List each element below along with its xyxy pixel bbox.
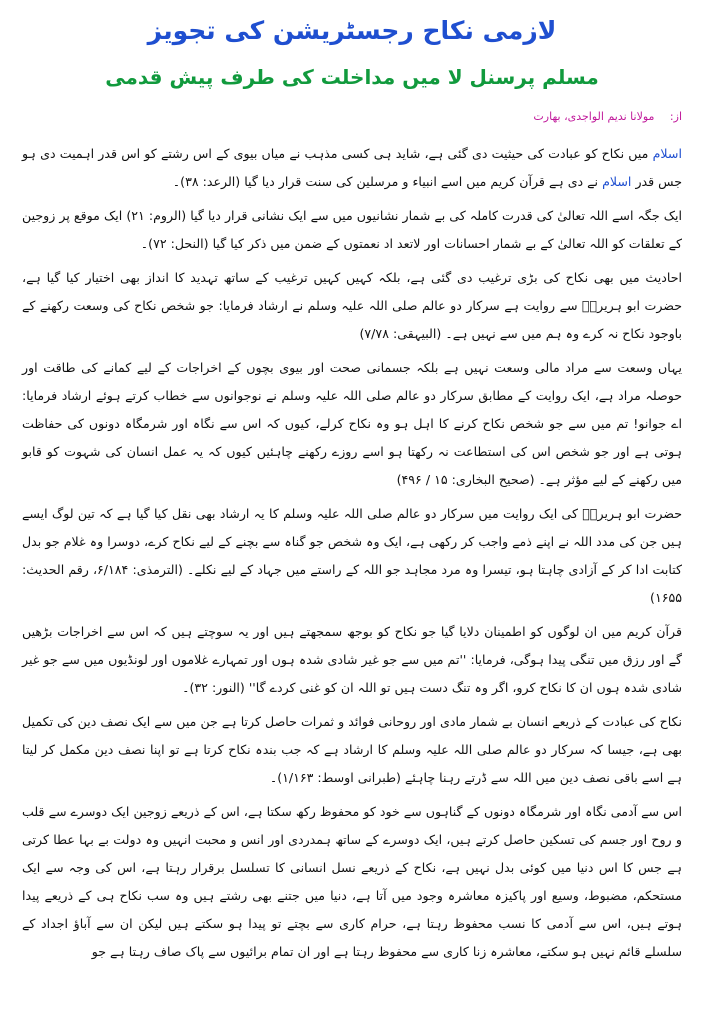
article-subtitle: مسلم پرسنل لا میں مداخلت کی طرف پیش قدمی <box>105 65 599 89</box>
paragraph: ایک جگہ اسے اللہ تعالیٰ کی قدرت کاملہ کی بے شمار نشانیوں میں سے ایک نشانی قرار دیا گیا (الروم: ۲۱) ایک موقع پر زوجین کے تعلقات کو اللہ تعالیٰ کے بے شمار احسانات اور لاتعد اد نعمتوں کے ضمن میں ذکر کیا گیا (النحل: ۷۲)۔ <box>22 208 682 251</box>
author-name: مولانا ندیم الواجدی، بھارت <box>533 110 655 123</box>
paragraph: قرآن کریم میں ان لوگوں کو اطمینان دلایا گیا جو نکاح کو بوجھ سمجھتے ہیں اور یہ سوچتے ہیں کہ اس سے اخراجات بڑھیں گے اور رزق میں تنگی پیدا ہوگی، فرمایا: ''تم میں سے جو غیر شادی شدہ ہوں اور تمہارے غلاموں اور لونڈیوں میں سے جو غیر شادی شدہ ہوں ان کا نکاح کرو، اگر وہ تنگ دست ہیں تو اللہ ان کو غنی کردے گا'' (النور: ۳۲)۔ <box>22 624 682 695</box>
paragraph-text: میں نکاح کو عبادت کی حیثیت دی گئی ہے، شاید ہی کسی مذہب نے میاں بیوی کے اس رشتے کو اس قدر اہمیت دی ہو جس قدر <box>22 146 682 189</box>
paragraph: اس سے آدمی نگاہ اور شرمگاہ دونوں کے گناہوں سے خود کو محفوظ رکھ سکتا ہے، اس کے ذریعے زوجین ایک دوسرے سے قلب و روح اور جسم کی تسکین حاصل کرتے ہیں، ایک دوسرے کے ساتھ ہمدردی اور انس و محبت انہیں وہ دولت بے بہا عطا کرتی ہے جس کا اس دنیا میں کوئی بدل نہیں ہے، نکاح کے ذریعے نسل انسانی کا تسلسل برقرار رہتا ہے، اس کی وجہ سے ایک مستحکم، مضبوط، وسیع اور پاکیزہ معاشرہ وجود میں آتا ہے، دنیا میں جتنے بھی رشتے ہیں وہ سب نکاح ہی کے ذریعے پیدا ہوتے ہیں، اس سے آدمی کا نسب محفوظ رہتا ہے، حرام کاری سے بچتے تو پیدا ہو سکتے ہیں لیکن ان سے آباؤ اجداد کے سلسلے قائم نہیں ہو سکتے، معاشرہ زنا کاری سے محفوظ رہتا ہے اور ان تمام برائیوں سے پاک صاف رہتا ہے جو <box>22 804 682 959</box>
author-line <box>22 108 682 126</box>
paragraph-lead-word: اسلام <box>602 174 632 189</box>
author-prefix: از: <box>669 110 682 123</box>
paragraph: یہاں وسعت سے مراد مالی وسعت نہیں ہے بلکہ جسمانی صحت اور بیوی بچوں کے اخراجات کے لیے کمانے کی طاقت اور حوصلہ مراد ہے، ایک روایت کے مطابق سرکار دو عالم صلی اللہ علیہ وسلم نے نوجوانوں سے خطاب کرتے ہوئے ارشاد فرمایا: اے جوانو! تم میں سے جو شخص نکاح کرنے کا اہل ہو وہ نکاح کرلے، کیوں کہ اس سے نگاہ اور شرمگاہ دونوں کی حفاظت ہوتی ہے اور جو شخص اس کی استطاعت نہ رکھتا ہو اسے روزے رکھنے چاہئیں کیوں کہ یہ عمل انسان کی شہوت کو قابو میں رکھنے کے لیے مؤثر ہے۔ (صحیح البخاری: ۱۵ / ۴۹۶) <box>22 360 682 487</box>
paragraph <box>22 140 682 196</box>
article-title: لازمی نکاح رجسٹریشن کی تجویز <box>147 16 557 45</box>
paragraph-text: نے دی ہے قرآن کریم میں اسے انبیاء و مرسلین کی سنت قرار دیا گیا (الرعد: ۳۸)۔ <box>172 174 603 189</box>
article-body <box>22 140 682 966</box>
paragraph: نکاح کی عبادت کے ذریعے انسان بے شمار مادی اور روحانی فوائد و ثمرات حاصل کرتا ہے جن میں سے ایک نصف دین کی تکمیل بھی ہے، جیسا کہ سرکار دو عالم صلی اللہ علیہ وسلم کا ارشاد ہے کہ جب بندہ نکاح کرتا ہے تو اپنا نصف دین مکمل کر لیتا ہے اسے باقی نصف دین میں اللہ سے ڈرتے رہنا چاہئے (طبرانی اوسط: ۱/۱۶۳)۔ <box>22 714 682 785</box>
paragraph: حضرت ابو ہریرہؓ کی ایک روایت میں سرکار دو عالم صلی اللہ علیہ وسلم کا یہ ارشاد بھی نقل کیا گیا ہے کہ تین لوگ ایسے ہیں جن کی مدد اللہ نے اپنے ذمے واجب کر رکھی ہے، ایک وہ شخص جو گناہ سے بچنے کے لیے نکاح کرے، دوسرا وہ غلام جو بدل کتابت ادا کر کے آزادی چاہتا ہو، تیسرا وہ مرد مجاہد جو اللہ کے راستے میں جہاد کے لیے نکلے۔ (الترمذی: ۶/۱۸۴، رقم الحدیث: ۱۶۵۵) <box>22 506 683 605</box>
paragraph-lead-word: اسلام <box>652 146 682 161</box>
paragraph: احادیث میں بھی نکاح کی بڑی ترغیب دی گئی ہے، بلکہ کہیں کہیں ترغیب کے ساتھ تہدید کا انداز بھی اختیار کیا گیا ہے، حضرت ابو ہریرہؓ سے روایت ہے سرکار دو عالم صلی اللہ علیہ وسلم نے ارشاد فرمایا: جو شخص نکاح کی وسعت رکھنے کے باوجود نکاح نہ کرے وہ ہم میں سے نہیں ہے۔ (البیہقی: ۷/۷۸) <box>22 270 682 341</box>
